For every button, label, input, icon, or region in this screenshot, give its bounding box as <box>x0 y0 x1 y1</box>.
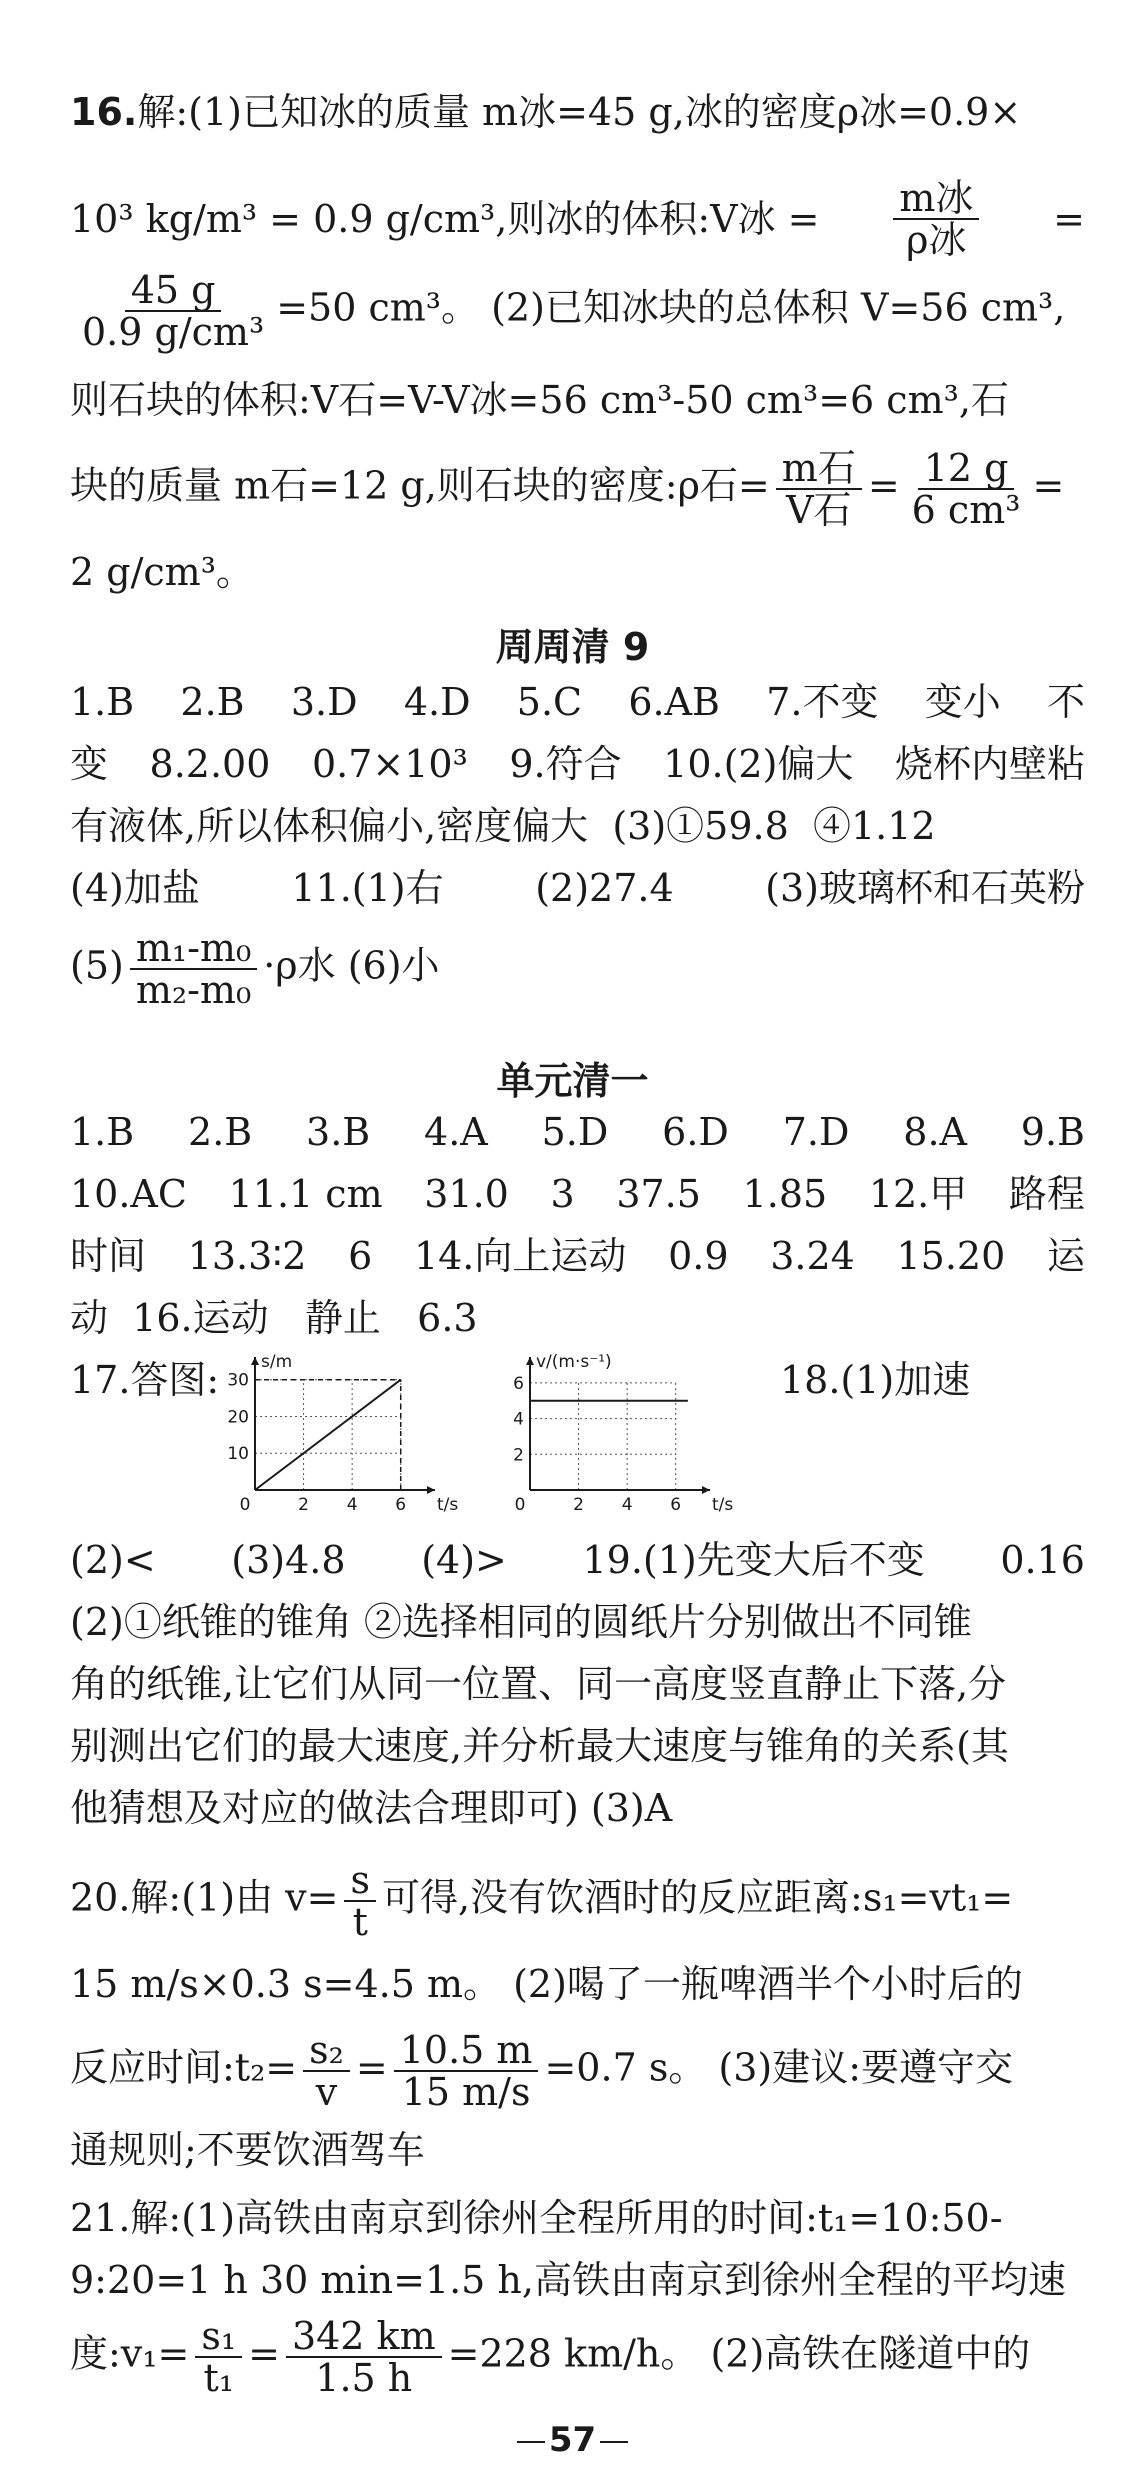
q20-line-1: 20.解:(1)由 v= $\frac{s}{t}$ 可得,没有饮酒时的反应距离:s₁=vt₁= <box>70 1858 1014 1944</box>
q21-line-1: 21.解:(1)高铁由南京到徐州全程所用的时间:t₁=10:50- <box>70 2196 1003 2240</box>
q17-label: 17.答图: <box>70 1358 220 1402</box>
fraction-s2-over-v: $\frac{\text{s₂}}{v}$ <box>303 2030 350 2112</box>
q16-line-3: $\frac{45 g}{\text{0.9 g/cm³}}$ =50 cm³。 (2)已知冰块的总体积 V=56 cm³, <box>70 270 1085 352</box>
fraction-s-over-t: $\frac{s}{t}$ <box>344 1860 376 1942</box>
y-tick-label: 6 <box>513 1373 524 1394</box>
fraction-12g: $\frac{12 g}{\text{6 cm³}}$ <box>911 446 1021 532</box>
y-tick-label: 20 <box>227 1407 249 1428</box>
distance-time-graph <box>215 1345 459 1520</box>
y-tick-label: 10 <box>227 1444 249 1465</box>
x-axis-arrow <box>427 1486 435 1494</box>
weekly-line-3: 有液体,所以体积偏小,密度偏大 (3)①59.8 ④1.12 <box>70 804 936 848</box>
q16-line-4: 则石块的体积:V石=V-V冰=56 cm³-50 cm³=6 cm³,石 <box>70 378 1009 422</box>
weekly-line-5: (5) $\frac{\text{m₁-m₀}}{\text{m₂-m₀}}$ ·ρ水 (6)小 <box>70 926 440 1012</box>
x-axis-label: t/s <box>712 1495 734 1515</box>
weekly-line-4: (4)加盐 11.(1)右 (2)27.4 (3)玻璃杯和石英粉 <box>70 866 1085 910</box>
unit-line-6: (2)< (3)4.8 (4)> 19.(1)先变大后不变 0.16 <box>70 1538 1085 1582</box>
q16-line-5: 块的质量 m石=12 g,则石块的密度:ρ石= $\frac{\text{m石}}{\text{V石}}$ = $\frac{12 g}{\text{6 cm³}}$ = <box>70 446 1065 532</box>
unit-line-1: 1.B 2.B 3.B 4.A 5.D 6.D 7.D 8.A 9.B <box>70 1110 1085 1154</box>
y-tick-label: 30 <box>227 1370 249 1391</box>
fraction-stone-density: $\frac{\text{m石}}{\text{V石}}$ <box>776 448 862 530</box>
x-axis-arrow <box>702 1486 710 1494</box>
unit-line-10: 他猜想及对应的做法合理即可) (3)A <box>70 1786 673 1830</box>
velocity-time-graph <box>490 1345 734 1520</box>
q18-label: 18.(1)加速 <box>780 1358 971 1402</box>
unit-line-8: 角的纸锥,让它们从同一位置、同一高度竖直静止下落,分 <box>70 1662 1007 1706</box>
x-tick-label: 6 <box>670 1495 682 1515</box>
y-axis-arrow <box>526 1357 534 1365</box>
unit-line-4: 动 16.运动 静止 6.3 <box>70 1296 478 1340</box>
fraction-reaction-time: $\frac{10.5 m}{15 m/s}$ <box>394 2030 539 2112</box>
q16-line-6: 2 g/cm³。 <box>70 550 254 594</box>
y-tick-label: 4 <box>513 1409 524 1430</box>
fraction-ice-volume: $\frac{\text{m冰}}{\text{ρ冰}}$ <box>893 178 979 260</box>
fraction-s1-over-t1: $\frac{\text{s₁}}{\text{t₁}}$ <box>195 2316 242 2398</box>
unit-line-3: 时间 13.3∶2 6 14.向上运动 0.9 3.24 15.20 运 <box>70 1234 1085 1278</box>
x-tick-label: 0 <box>239 1495 251 1515</box>
unit-line-7: (2)①纸锥的锥角 ②选择相同的圆纸片分别做出不同锥 <box>70 1600 972 1644</box>
series-line <box>255 1380 401 1490</box>
y-tick-label: 2 <box>513 1445 524 1466</box>
q16-line-1: 16.解:(1)已知冰的质量 m冰=45 g,冰的密度ρ冰=0.9× <box>70 90 1022 134</box>
y-axis-arrow <box>251 1357 259 1365</box>
weekly-line-2: 变 8.2.00 0.7×10³ 9.符合 10.(2)偏大 烧杯内壁粘 <box>70 742 1085 786</box>
y-axis-label: s/m <box>261 1352 293 1372</box>
x-tick-label: 6 <box>395 1495 407 1515</box>
x-tick-label: 2 <box>573 1495 584 1515</box>
q21-line-3: 度:v₁= $\frac{\text{s₁}}{\text{t₁}}$ = $\frac{342 km}{1.5 h}$ =228 km/h。 (2)高铁在隧道中的 <box>70 2314 1031 2400</box>
q20-line-4: 通规则;不要饮酒驾车 <box>70 2128 425 2172</box>
x-tick-label: 4 <box>621 1495 633 1515</box>
weekly-line-1: 1.B 2.B 3.D 4.D 5.C 6.AB 7.不变 变小 不 <box>70 680 1085 724</box>
section-title-weekly-9: 周周清 9 <box>495 625 650 669</box>
fraction-mass-diff: $\frac{\text{m₁-m₀}}{\text{m₂-m₀}}$ <box>130 928 257 1010</box>
x-tick-label: 4 <box>346 1495 358 1515</box>
fraction-45g: $\frac{45 g}{\text{0.9 g/cm³}}$ <box>82 268 265 354</box>
q20-line-2: 15 m/s×0.3 s=4.5 m。 (2)喝了一瓶啤酒半个小时后的 <box>70 1962 1023 2006</box>
y-axis-label: v/(m·s⁻¹) <box>536 1352 612 1372</box>
fraction-average-speed: $\frac{342 km}{1.5 h}$ <box>286 2316 442 2398</box>
unit-line-2: 10.AC 11.1 cm 31.0 3 37.5 1.85 12.甲 路程 <box>70 1172 1085 1216</box>
q21-line-2: 9:20=1 h 30 min=1.5 h,高铁由南京到徐州全程的平均速 <box>70 2258 1066 2302</box>
q16-line-2: 10³ kg/m³ = 0.9 g/cm³,则冰的体积:V冰 = $\frac{\text{m冰}}{\text{ρ冰}}$ = <box>70 176 1085 262</box>
x-tick-label: 0 <box>514 1495 526 1515</box>
q20-line-3: 反应时间:t₂= $\frac{\text{s₂}}{v}$ = $\frac{10.5 m}{15 m/s}$ =0.7 s。 (3)建议:要遵守交 <box>70 2028 1014 2114</box>
unit-line-9: 别测出它们的最大速度,并分析最大速度与锥角的关系(其 <box>70 1724 1009 1768</box>
x-axis-label: t/s <box>437 1495 459 1515</box>
x-tick-label: 2 <box>298 1495 309 1515</box>
page-number: 57 <box>0 2420 1145 2460</box>
section-title-unit-1: 单元清一 <box>496 1059 649 1103</box>
